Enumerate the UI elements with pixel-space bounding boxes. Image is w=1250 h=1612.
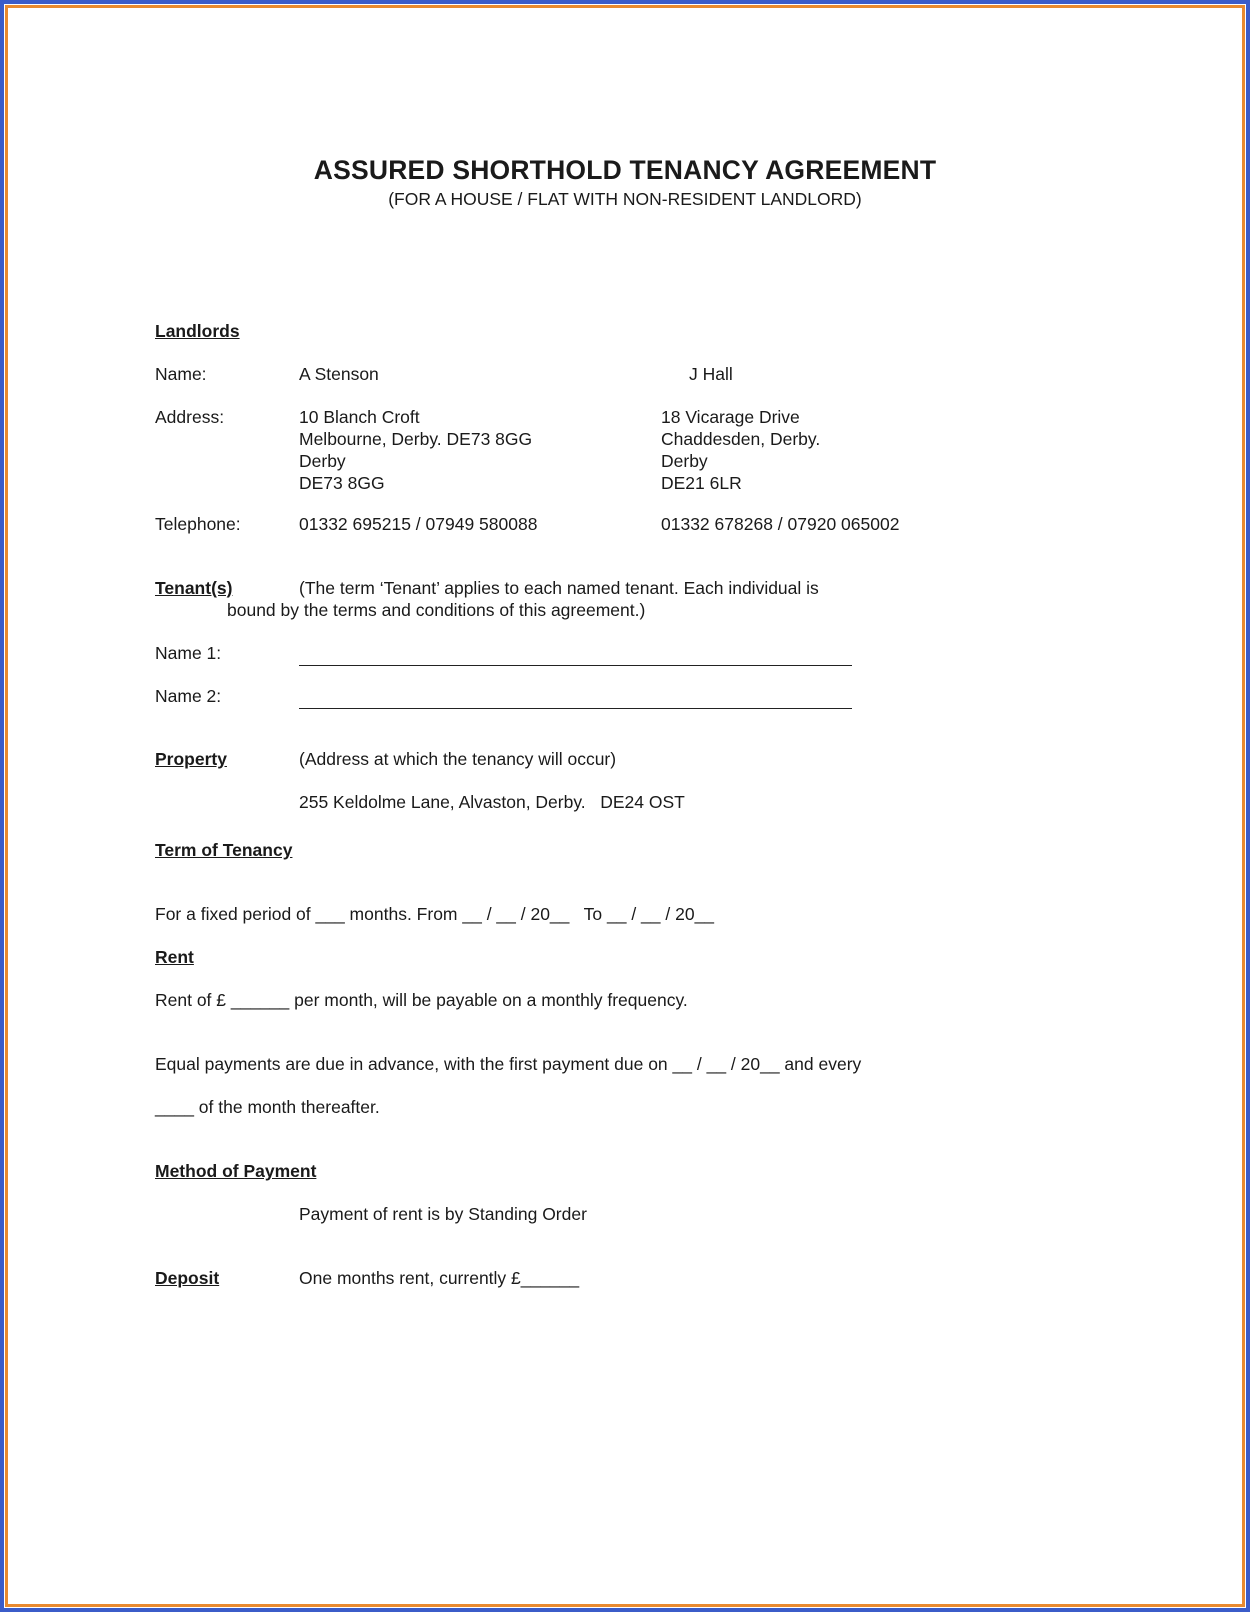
- landlord-name-label: Name:: [155, 364, 207, 384]
- deposit-heading: Deposit: [155, 1268, 220, 1288]
- tenant-name2-field[interactable]: [299, 708, 852, 709]
- deposit-text: One months rent, currently £______: [299, 1268, 580, 1288]
- tenant-name2-label: Name 2:: [155, 686, 222, 706]
- landlord-telephone-label: Telephone:: [155, 514, 241, 534]
- document-title: ASSURED SHORTHOLD TENANCY AGREEMENT: [313, 155, 937, 185]
- rent-line2: Equal payments are due in advance, with the first payment due on __ / __ / 20__ and every: [155, 1054, 862, 1074]
- term-text: For a fixed period of ___ months. From __ / __ / 20__ To __ / __ / 20__: [155, 904, 715, 924]
- landlord1-address-line: Melbourne, Derby. DE73 8GG: [299, 429, 533, 449]
- property-heading: Property: [155, 749, 227, 769]
- landlord2-address: [661, 406, 820, 494]
- landlord1-address-line: DE73 8GG: [299, 473, 385, 493]
- tenants-note-line2: bound by the terms and conditions of this agreement.): [227, 600, 646, 620]
- rent-heading: Rent: [155, 947, 194, 967]
- landlord1-address: [299, 406, 532, 494]
- landlord-address-label: Address:: [155, 407, 225, 427]
- landlord2-name: J Hall: [689, 364, 733, 384]
- property-note: (Address at which the tenancy will occur): [299, 749, 617, 769]
- rent-line3: ____ of the month thereafter.: [155, 1097, 380, 1117]
- landlord2-address-line: Chaddesden, Derby.: [661, 429, 821, 449]
- property-address: 255 Keldolme Lane, Alvaston, Derby. DE24 OST: [299, 792, 685, 812]
- tenant-name1-label: Name 1:: [155, 643, 222, 663]
- landlord1-name: A Stenson: [299, 364, 379, 384]
- landlord1-telephone: 01332 695215 / 07949 580088: [299, 514, 538, 534]
- payment-heading: Method of Payment: [155, 1161, 317, 1181]
- landlords-heading: Landlords: [155, 321, 240, 341]
- term-heading: Term of Tenancy: [155, 840, 293, 860]
- landlord2-telephone: 01332 678268 / 07920 065002: [661, 514, 900, 534]
- landlord2-address-line: DE21 6LR: [661, 473, 742, 493]
- landlord2-address-line: Derby: [661, 451, 708, 471]
- landlord2-address-line: 18 Vicarage Drive: [661, 407, 800, 427]
- tenants-heading: Tenant(s): [155, 578, 233, 598]
- landlord1-address-line: 10 Blanch Croft: [299, 407, 420, 427]
- document-subtitle: (FOR A HOUSE / FLAT WITH NON-RESIDENT LANDLORD): [388, 189, 862, 209]
- payment-text: Payment of rent is by Standing Order: [299, 1204, 587, 1224]
- rent-line1: Rent of £ ______ per month, will be payable on a monthly frequency.: [155, 990, 688, 1010]
- tenant-name1-field[interactable]: [299, 665, 852, 666]
- landlord1-address-line: Derby: [299, 451, 346, 471]
- tenants-note-line1: (The term ‘Tenant’ applies to each named tenant. Each individual is: [299, 578, 819, 598]
